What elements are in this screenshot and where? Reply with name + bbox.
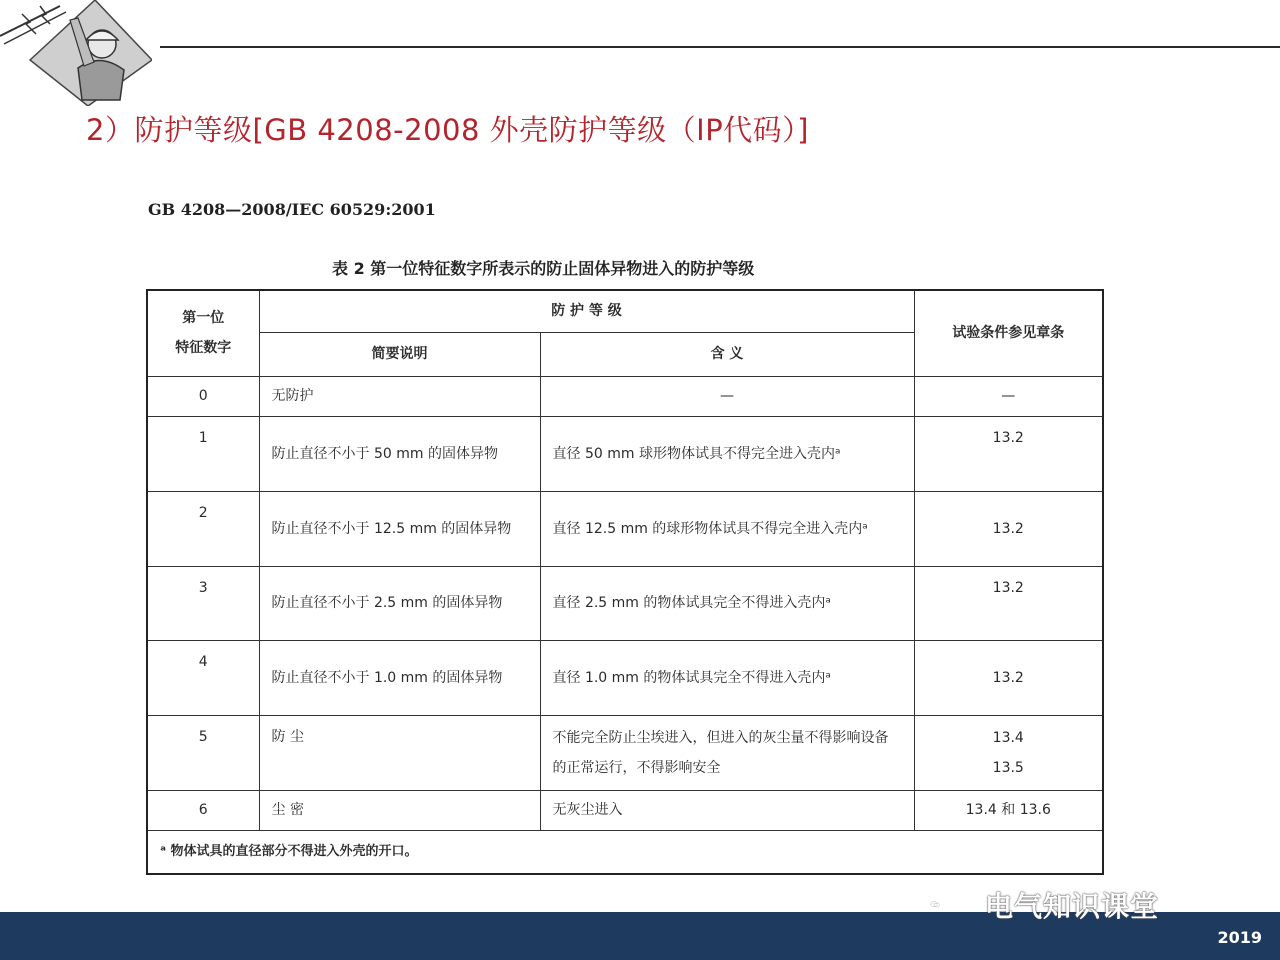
table-header-row (147, 290, 1103, 332)
header-digit-line1: 第一位 (182, 310, 225, 327)
row-brief: 防止直径不小于 1.0 mm 的固体异物 (259, 640, 540, 715)
row-brief: 防止直径不小于 50 mm 的固体异物 (259, 416, 540, 491)
table-footnote: ᵃ 物体试具的直径部分不得进入外壳的开口。 (147, 830, 1103, 874)
row-test: 13.2 (914, 640, 1103, 715)
table-row (147, 491, 1103, 566)
row-test: 13.2 (914, 416, 1103, 491)
header-brief: 简要说明 (259, 332, 540, 376)
wechat-icon (930, 884, 990, 924)
row-test: 13.2 (914, 491, 1103, 566)
row-meaning: 不能完全防止尘埃进入，但进入的灰尘量不得影响设备的正常运行，不得影响安全 (540, 715, 914, 790)
row-digit: 0 (147, 376, 259, 416)
watermark-text: 电气知识课堂 (985, 890, 1160, 923)
slide-title: 2）防护等级[GB 4208-2008 外壳防护等级（IP代码）] (86, 113, 809, 147)
header-test-conditions: 试验条件参见章条 (914, 290, 1103, 376)
row-digit: 5 (147, 715, 259, 790)
row-test-line2: 13.5 (992, 759, 1024, 776)
row-digit: 4 (147, 640, 259, 715)
lineman-logo-icon (0, 0, 152, 106)
row-test: 13.4 和 13.6 (914, 790, 1103, 830)
row-digit: 6 (147, 790, 259, 830)
year-label: 2019 (1217, 928, 1262, 947)
row-digit: 2 (147, 491, 259, 566)
header-rule (160, 46, 1280, 48)
header-protection-level: 防 护 等 级 (259, 290, 914, 332)
table-row (147, 566, 1103, 640)
row-meaning: 直径 50 mm 球形物体试具不得完全进入壳内ᵃ (540, 416, 914, 491)
row-test: — (914, 376, 1103, 416)
table-caption: 表 2 第一位特征数字所表示的防止固体异物进入的防护等级 (332, 259, 755, 278)
row-brief: 防止直径不小于 12.5 mm 的固体异物 (259, 491, 540, 566)
row-meaning: 直径 1.0 mm 的物体试具完全不得进入壳内ᵃ (540, 640, 914, 715)
standard-reference: GB 4208—2008/IEC 60529:2001 (148, 200, 436, 219)
table-row (147, 640, 1103, 715)
row-test-line1: 13.4 (992, 729, 1024, 746)
table-row (147, 416, 1103, 491)
table-row (147, 715, 1103, 790)
row-test: 13.2 (914, 566, 1103, 640)
row-meaning: 无灰尘进入 (540, 790, 914, 830)
row-meaning: 直径 12.5 mm 的球形物体试具不得完全进入壳内ᵃ (540, 491, 914, 566)
row-brief: 无防护 (259, 376, 540, 416)
row-digit: 3 (147, 566, 259, 640)
row-brief: 防 尘 (259, 715, 540, 790)
table-footnote-row (147, 830, 1103, 874)
row-meaning: — (540, 376, 914, 416)
row-brief: 防止直径不小于 2.5 mm 的固体异物 (259, 566, 540, 640)
row-brief: 尘 密 (259, 790, 540, 830)
protection-level-table (146, 289, 1104, 875)
row-test (914, 715, 1103, 790)
row-digit: 1 (147, 416, 259, 491)
table-row (147, 376, 1103, 416)
table-row (147, 790, 1103, 830)
row-meaning: 直径 2.5 mm 的物体试具完全不得进入壳内ᵃ (540, 566, 914, 640)
header-digit (147, 290, 259, 376)
header-digit-line2: 特征数字 (175, 340, 232, 357)
header-meaning: 含 义 (540, 332, 914, 376)
